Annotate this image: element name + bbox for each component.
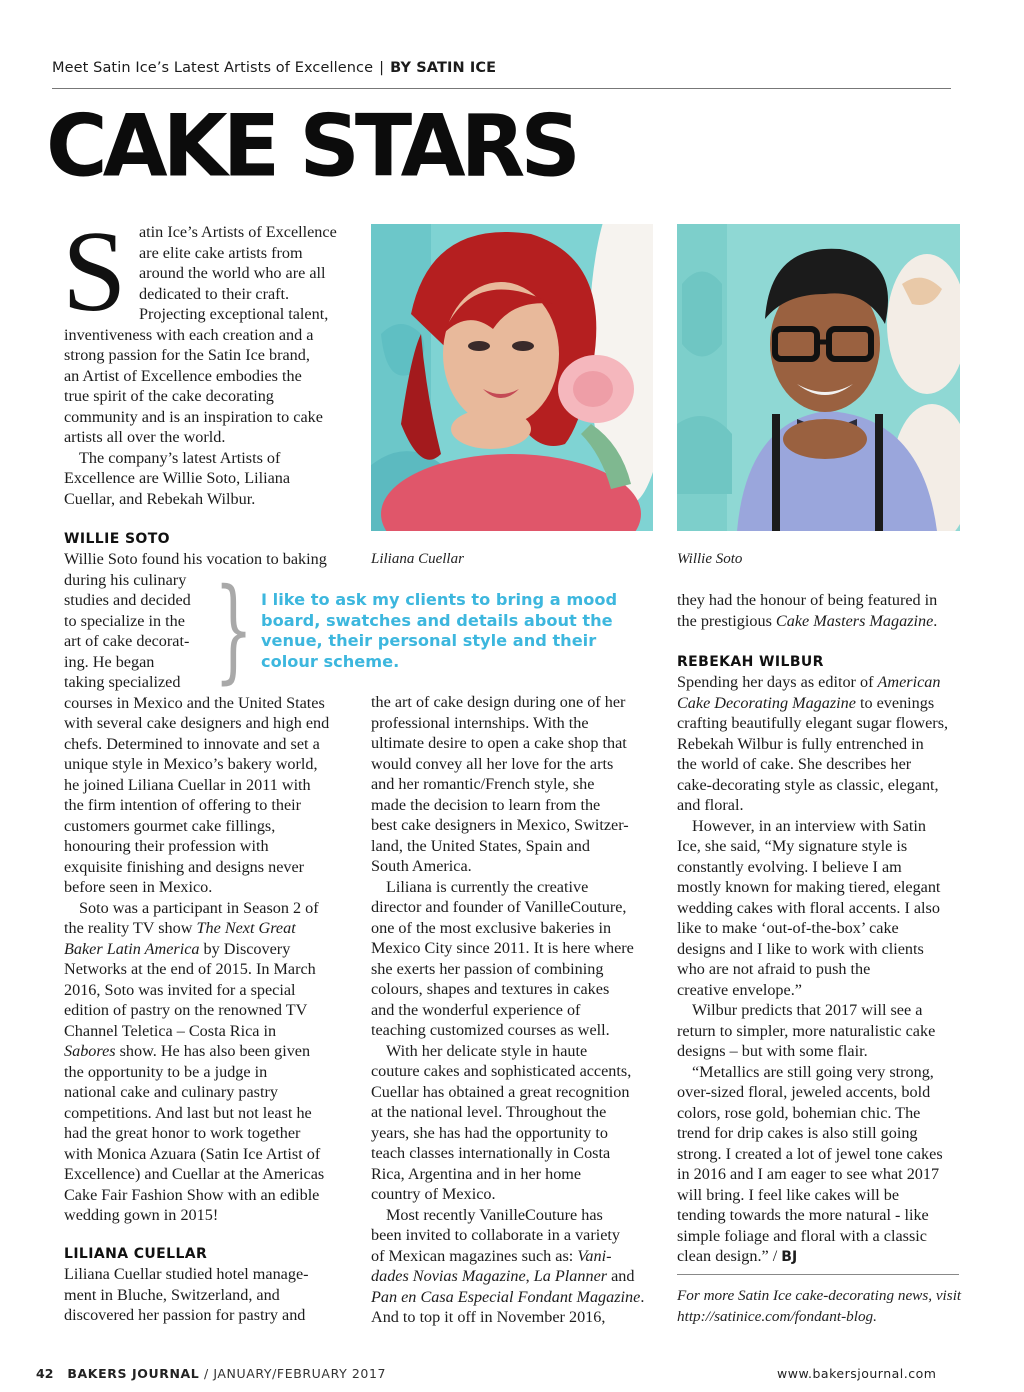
body-line: designs – but with some flair.: [677, 1042, 868, 1060]
body-line: Liliana is currently the creative: [386, 877, 589, 896]
body-line: competitions. And last but not least he: [64, 1103, 312, 1122]
body-line: However, in an interview with Satin: [692, 816, 927, 835]
intro-line: atin Ice’s Artists of Excellence: [139, 223, 337, 241]
body-line: tending towards the more natural - like: [677, 1206, 929, 1224]
body-line: Soto was a participant in Season 2 of: [79, 898, 319, 917]
header-rule: [52, 88, 951, 89]
body-line: Baker Latin America by Discovery: [64, 939, 291, 958]
body-line: wedding cakes with floral accents. I also: [677, 898, 940, 917]
body-line: the opportunity to be a judge in: [64, 1062, 268, 1081]
body-line: country of Mexico.: [371, 1185, 496, 1203]
body-line: and the wonderful experience of: [371, 1000, 581, 1019]
body-line: clean design.” / BJ: [677, 1247, 798, 1265]
body-line: one of the most exclusive bakeries in: [371, 918, 612, 937]
body-line: Mexico City since 2011. It is here where: [371, 939, 634, 957]
body-line: Cuellar has obtained a great recognition: [371, 1082, 630, 1101]
body-line: simple foliage and floral with a classic: [677, 1226, 927, 1245]
body-line: made the decision to learn from the: [371, 795, 601, 814]
body-line: chefs. Determined to innovate and set a: [64, 734, 320, 753]
pullquote-brace-icon: }: [214, 565, 254, 695]
body-line: creative envelope.”: [677, 980, 802, 999]
body-line: Rebekah Wilbur is fully entrenched in: [677, 734, 924, 753]
body-line: Channel Teletica – Costa Rica in: [64, 1021, 277, 1040]
body-line: and her romantic/French style, she: [371, 775, 595, 793]
body-line: the world of cake. She describes her: [677, 755, 912, 773]
body-line: wedding gown in 2015!: [64, 1206, 219, 1224]
page-footer: [36, 1366, 386, 1381]
intro-line: true spirit of the cake decorating: [64, 387, 274, 405]
endnote-line: For more Satin Ice cake-decorating news, visit: [677, 1287, 962, 1304]
body-line: And to top it off in November 2016,: [371, 1308, 606, 1326]
body-line: Rica, Argentina and in her home: [371, 1164, 582, 1183]
body-line: before seen in Mexico.: [64, 878, 213, 896]
intro-body: [64, 325, 323, 510]
body-line: Spending her days as editor of American: [677, 673, 941, 691]
body-line: designs and I like to work with clients: [677, 939, 924, 958]
body-line: at the national level. Throughout the: [371, 1103, 607, 1121]
body-line: director and founder of VanilleCouture,: [371, 898, 627, 916]
pullquote-line: board, swatches and details about the: [261, 610, 613, 630]
page-number: 42: [36, 1366, 54, 1381]
body-line: Sabores show. He has also been given: [64, 1042, 311, 1060]
section-heading-rebekah-wilbur: REBEKAH WILBUR: [677, 654, 824, 670]
body-line: the firm intention of offering to their: [64, 796, 302, 814]
drop-cap: S: [62, 208, 127, 336]
body-line: teach classes internationally in Costa: [371, 1144, 611, 1162]
body-line: would convey all her love for the arts: [371, 754, 614, 773]
section-heading-liliana-cuellar: LILIANA CUELLAR: [64, 1246, 208, 1262]
body-line: exquisite finishing and designs never: [64, 857, 305, 876]
signoff-mark: BJ: [781, 1249, 798, 1265]
intro-line: Projecting exceptional talent,: [139, 305, 329, 323]
body-line: Most recently VanilleCouture has: [386, 1205, 603, 1224]
liliana-body-col1: [64, 1264, 309, 1326]
intro-line: Cuellar, and Rebekah Wilbur.: [64, 489, 256, 508]
body-line: to specialize in the: [64, 611, 185, 630]
col3-continuation: [677, 590, 937, 631]
body-line: the art of cake design during one of her: [371, 693, 626, 711]
kicker-text: Meet Satin Ice’s Latest Artists of Excellence: [52, 60, 374, 76]
pullquote-line: colour scheme.: [261, 651, 400, 671]
body-line: return to simpler, more naturalistic cake: [677, 1021, 936, 1040]
body-line: strong. I created a lot of jewel tone cakes: [677, 1144, 943, 1163]
body-line: Willie Soto found his vocation to baking: [64, 550, 327, 568]
pullquote-line: I like to ask my clients to bring a mood: [261, 590, 618, 609]
intro-line: dedicated to their craft.: [139, 284, 290, 303]
endnote-rule: [677, 1274, 959, 1275]
article-kicker: [52, 60, 496, 76]
kicker-separator: |: [379, 60, 385, 76]
pullquote-line: venue, their personal style and their: [261, 631, 597, 650]
body-line: dades Novias Magazine, La Planner and: [371, 1267, 635, 1285]
body-line: studies and decided: [64, 591, 191, 609]
intro-line: The company’s latest Artists of: [79, 448, 281, 467]
body-line: the reality TV show The Next Great: [64, 919, 296, 937]
body-line: edition of pastry on the renowned TV: [64, 1001, 308, 1019]
body-line: best cake designers in Mexico, Switzer-: [371, 816, 629, 834]
body-line: who are not afraid to push the: [677, 960, 871, 978]
body-line: she exerts her passion of combining: [371, 959, 604, 978]
body-line: national cake and culinary pastry: [64, 1083, 278, 1101]
body-line: courses in Mexico and the United States: [64, 693, 325, 712]
body-line: had the great honor to work together: [64, 1124, 301, 1142]
intro-line: artists all over the world.: [64, 428, 226, 446]
body-line: ultimate desire to open a cake shop that: [371, 734, 627, 752]
body-line: and floral.: [677, 796, 744, 814]
liliana-body-col2: [371, 692, 644, 1328]
body-line: taking specialized: [64, 673, 181, 691]
body-line: cake-decorating style as classic, elegant,: [677, 775, 939, 794]
body-line: Pan en Casa Especial Fondant Magazine.: [371, 1287, 645, 1306]
intro-line: community and is an inspiration to cake: [64, 407, 323, 426]
body-line: South America.: [371, 857, 472, 875]
body-line: been invited to collaborate in a variety: [371, 1226, 621, 1244]
issue-date: / JANUARY/FEBRUARY 2017: [199, 1366, 387, 1381]
body-line: ing. He began: [64, 652, 155, 671]
magazine-name: BAKERS JOURNAL: [67, 1366, 200, 1381]
body-line: will bring. I feel like cakes will be: [677, 1185, 900, 1204]
intro-line: strong passion for the Satin Ice brand,: [64, 346, 310, 364]
body-line: “Metallics are still going very strong,: [692, 1062, 934, 1081]
byline: BY SATIN ICE: [390, 60, 497, 76]
body-line: Excellence) and Cuellar at the Americas: [64, 1165, 325, 1183]
body-line: discovered her passion for pastry and: [64, 1306, 306, 1324]
body-line: of Mexican magazines such as: Vani-: [371, 1246, 612, 1265]
body-line: Wilbur predicts that 2017 will see a: [692, 1001, 923, 1019]
body-line: unique style in Mexico’s bakery world,: [64, 755, 318, 773]
body-line: like to make ‘out-of-the-box’ cake: [677, 919, 899, 937]
willie-portrait-image: [677, 224, 960, 531]
body-line: honouring their profession with: [64, 837, 269, 855]
body-line: they had the honour of being featured in: [677, 591, 938, 609]
caption-willie: Willie Soto: [677, 551, 743, 567]
body-line: With her delicate style in haute: [386, 1041, 588, 1060]
photo-willie-soto: [677, 224, 960, 531]
endnote-link[interactable]: http://satinice.com/fondant-blog.: [677, 1307, 877, 1325]
body-line: in 2016 and I am eager to see what 2017: [677, 1165, 940, 1183]
body-line: colours, shapes and textures in cakes: [371, 980, 610, 998]
body-line: Cake Decorating Magazine to evenings: [677, 693, 935, 712]
intro-lead-block: [139, 222, 337, 325]
headline: CAKE STARS: [46, 96, 576, 196]
intro-line: Excellence are Willie Soto, Liliana: [64, 469, 291, 487]
intro-line: an Artist of Excellence embodies the: [64, 366, 302, 385]
body-line: Ice, she said, “My signature style is: [677, 837, 908, 855]
intro-line: inventiveness with each creation and a: [64, 325, 314, 344]
body-line: Networks at the end of 2015. In March: [64, 960, 316, 978]
liliana-portrait-image: [371, 224, 653, 531]
body-line: trend for drip cakes is also still going: [677, 1124, 918, 1142]
body-line: ment in Bluche, Switzerland, and: [64, 1285, 280, 1304]
intro-line: are elite cake artists from: [139, 243, 303, 262]
body-line: art of cake decorat-: [64, 632, 190, 650]
photo-liliana-cuellar: [371, 224, 653, 531]
body-line: land, the United States, Spain and: [371, 836, 590, 855]
body-line: over-sized floral, jeweled accents, bold: [677, 1083, 931, 1101]
body-line: during his culinary: [64, 570, 187, 589]
body-line: with several cake designers and high end: [64, 714, 330, 732]
body-line: 2016, Soto was invited for a special: [64, 980, 296, 999]
footer-url[interactable]: www.bakersjournal.com: [777, 1366, 937, 1381]
endnote: [677, 1286, 961, 1327]
section-heading-willie-soto: WILLIE SOTO: [64, 531, 170, 547]
body-line: mostly known for making tiered, elegant: [677, 878, 941, 896]
body-line: years, she has had the opportunity to: [371, 1123, 608, 1142]
body-line: he joined Liliana Cuellar in 2011 with: [64, 775, 311, 794]
body-line: customers gourmet cake fillings,: [64, 816, 276, 835]
caption-liliana: Liliana Cuellar: [371, 551, 464, 567]
body-line: Cake Fair Fashion Show with an edible: [64, 1185, 320, 1204]
body-line: the prestigious Cake Masters Magazine.: [677, 611, 938, 630]
body-line: teaching customized courses as well.: [371, 1021, 610, 1039]
rebekah-wilbur-body: [677, 672, 948, 1268]
body-line: couture cakes and sophisticated accents,: [371, 1062, 632, 1080]
body-line: professional internships. With the: [371, 713, 589, 732]
body-line: constantly evolving. I believe I am: [677, 857, 902, 876]
body-line: crafting beautifully elegant sugar flowers,: [677, 714, 949, 732]
body-line: with Monica Azuara (Satin Ice Artist of: [64, 1144, 321, 1163]
pullquote: [261, 590, 621, 672]
intro-line: around the world who are all: [139, 264, 326, 282]
body-line: Liliana Cuellar studied hotel manage-: [64, 1265, 309, 1283]
body-line: colors, rose gold, bohemian chic. The: [677, 1103, 921, 1122]
